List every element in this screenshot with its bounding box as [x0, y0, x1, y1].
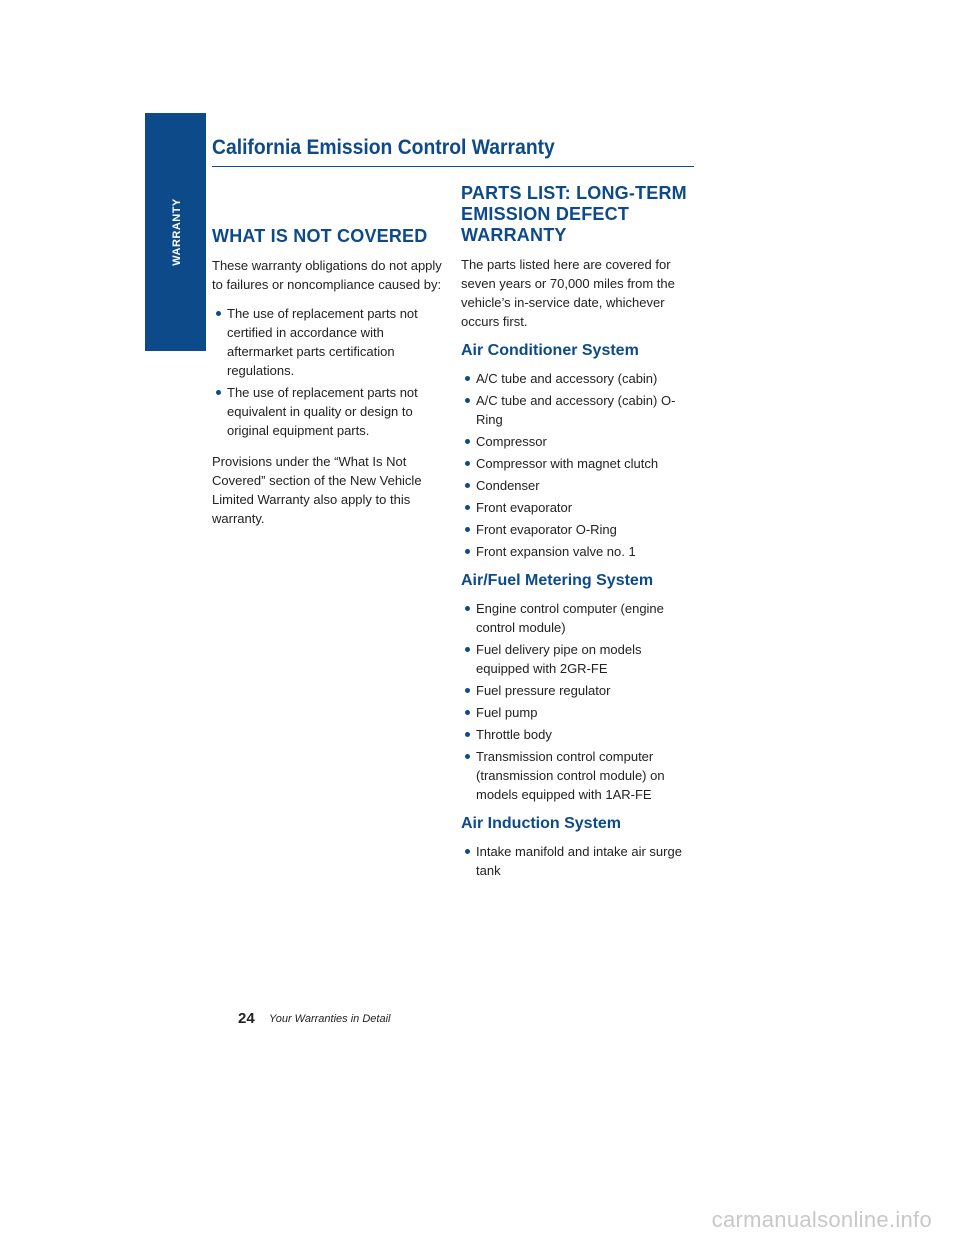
list-item-text: A/C tube and accessory (cabin) [476, 371, 658, 386]
section-heading-fuel: Air/Fuel Metering System [461, 572, 654, 589]
list-item [461, 520, 697, 539]
bullet-icon [465, 461, 470, 466]
bullet-icon [465, 439, 470, 444]
list-item [461, 369, 697, 388]
list-item-text: Throttle body [476, 727, 552, 742]
list-item [461, 725, 697, 744]
bullet-icon [216, 390, 221, 395]
list-item [461, 599, 697, 637]
list-item-text: Condenser [476, 478, 540, 493]
watermark: carmanualsonline.info [711, 1207, 932, 1232]
section-heading-air-induction: Air Induction System [461, 815, 622, 832]
list-item [461, 842, 697, 880]
air-induction-parts-list [461, 842, 697, 880]
not-covered-intro: These warranty obligations do not apply to failures or noncompliance caused by: [212, 258, 442, 292]
list-item-text: Compressor with magnet clutch [476, 456, 659, 471]
title-divider [212, 166, 694, 167]
bullet-icon [465, 710, 470, 715]
section-heading-ac: Air Conditioner System [461, 342, 639, 359]
list-item [461, 391, 697, 429]
bullet-icon [465, 549, 470, 554]
bullet-icon [465, 527, 470, 532]
section-tab-label: WARRANTY [171, 198, 183, 266]
list-item [461, 681, 697, 700]
list-item [461, 703, 697, 722]
list-item [212, 304, 448, 380]
list-item-text: Compressor [476, 434, 547, 449]
list-item-text: Fuel pressure regulator [476, 683, 611, 698]
bullet-icon [465, 483, 470, 488]
not-covered-closing: Provisions under the “What Is Not Covered” section of the New Vehicle Limited Warranty also apply to this warranty. [212, 454, 422, 526]
list-item [212, 383, 448, 440]
list-item [461, 498, 697, 517]
bullet-icon [465, 505, 470, 510]
list-item-text: Fuel delivery pipe on models equipped with 2GR-FE [476, 642, 642, 676]
list-item [461, 542, 697, 561]
bullet-icon [216, 311, 221, 316]
parts-list-intro: The parts listed here are covered for seven years or 70,000 miles from the vehicle’s in-service date, whichever occurs first. [461, 257, 675, 329]
bullet-icon [465, 376, 470, 381]
list-item [461, 454, 697, 473]
list-item-text: The use of replacement parts not equivalent in quality or design to original equipment parts. [227, 385, 418, 438]
page-title: California Emission Control Warranty [212, 136, 555, 159]
ac-parts-list [461, 369, 697, 561]
list-item-text: Transmission control computer (transmission control module) on models equipped with 1AR-FE [476, 749, 665, 802]
list-item-text: Engine control computer (engine control module) [476, 601, 664, 635]
list-item-text: Intake manifold and intake air surge tank [476, 844, 682, 878]
list-item-text: A/C tube and accessory (cabin) O-Ring [476, 393, 676, 427]
right-column [461, 183, 697, 886]
list-item-text: Fuel pump [476, 705, 538, 720]
not-covered-heading: WHAT IS NOT COVERED [212, 226, 428, 246]
list-item [461, 640, 697, 678]
list-item [461, 476, 697, 495]
list-item-text: Front evaporator O-Ring [476, 522, 617, 537]
bullet-icon [465, 754, 470, 759]
footer-label: Your Warranties in Detail [269, 1013, 391, 1025]
list-item [461, 747, 697, 804]
not-covered-list [212, 304, 448, 440]
fuel-parts-list [461, 599, 697, 804]
list-item-text: Front expansion valve no. 1 [476, 544, 636, 559]
list-item-text: Front evaporator [476, 500, 573, 515]
page-number: 24 [238, 1010, 255, 1027]
bullet-icon [465, 732, 470, 737]
bullet-icon [465, 849, 470, 854]
bullet-icon [465, 606, 470, 611]
bullet-icon [465, 688, 470, 693]
bullet-icon [465, 647, 470, 652]
parts-list-heading: PARTS LIST: LONG-TERM EMISSION DEFECT WARRANTY [461, 183, 687, 245]
list-item [461, 432, 697, 451]
left-column [212, 226, 448, 538]
bullet-icon [465, 398, 470, 403]
list-item-text: The use of replacement parts not certified in accordance with aftermarket parts certification regulations. [227, 306, 418, 378]
